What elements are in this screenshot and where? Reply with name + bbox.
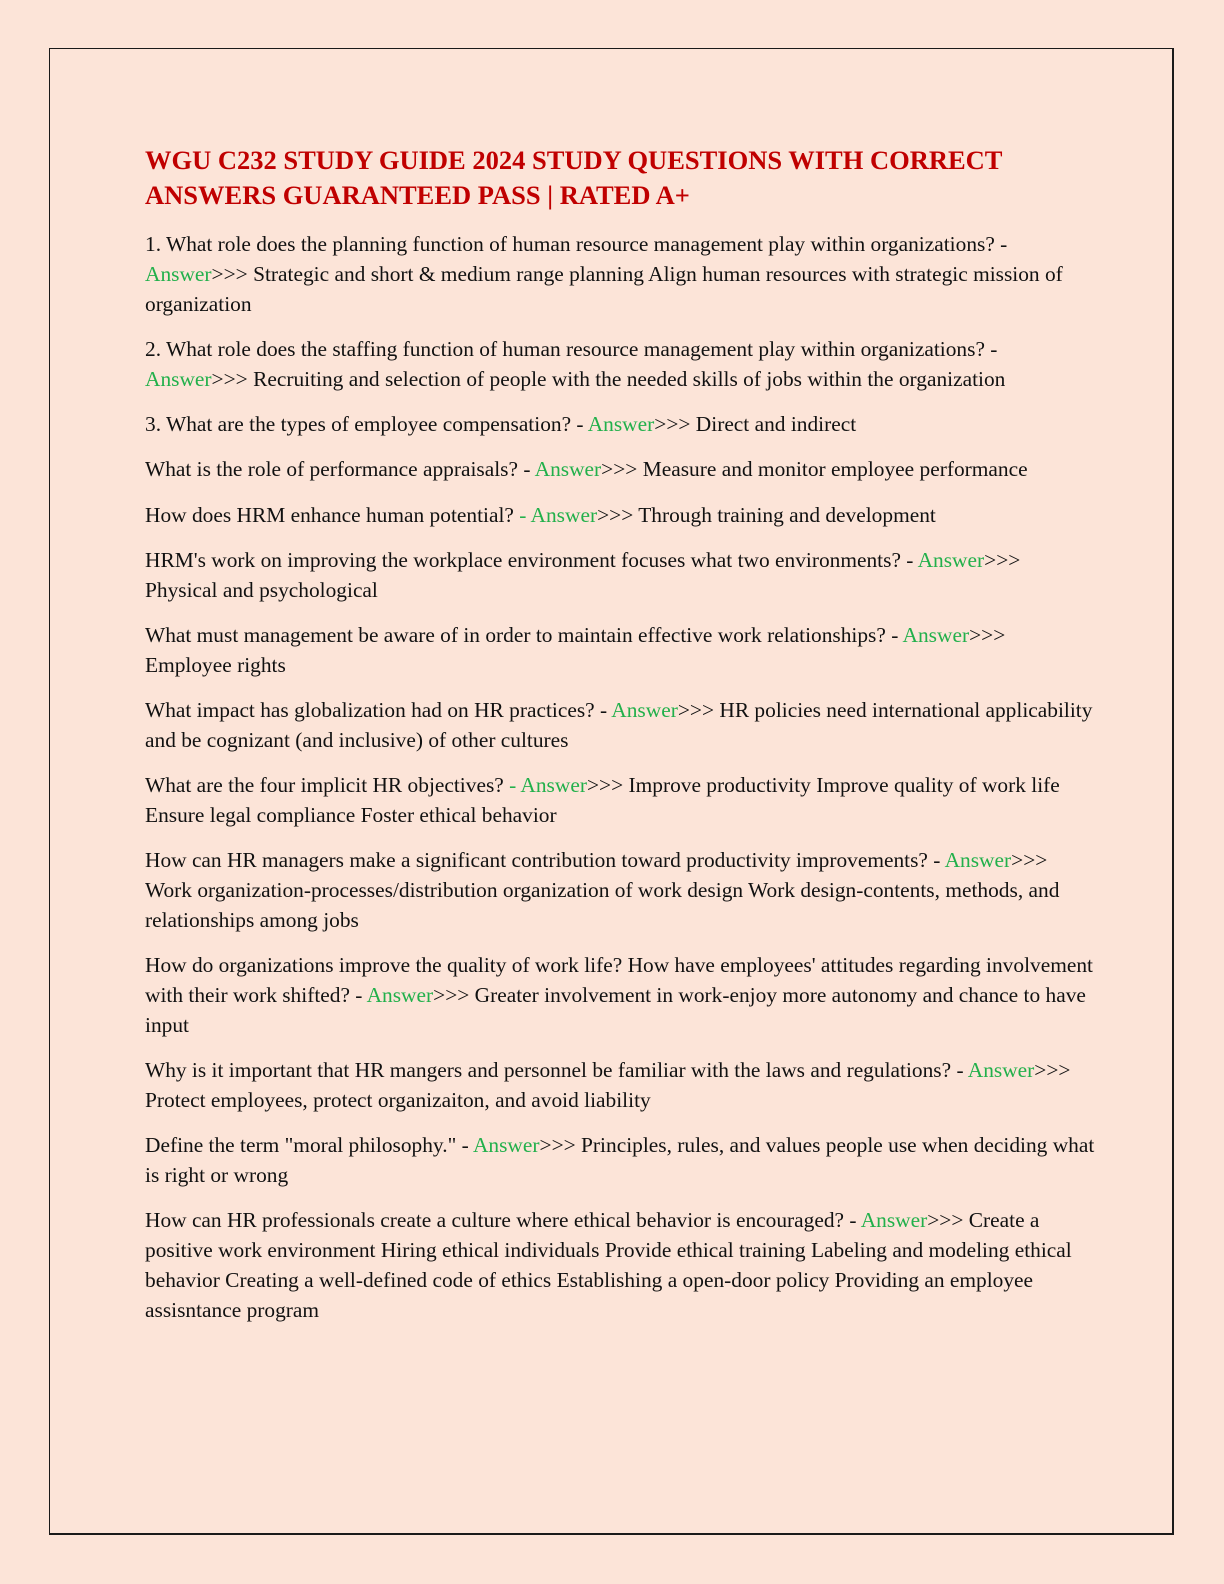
question-text: What impact has globalization had on HR practices? - [145, 698, 612, 723]
qa-item [145, 546, 1095, 606]
answer-label: Answer [967, 1058, 1035, 1083]
qa-item [145, 846, 1095, 935]
question-text: How does HRM enhance human potential? [145, 502, 520, 527]
answer-text: >>> Protect employees, protect organizaiton, and avoid liability [145, 1058, 1071, 1112]
answer-label: Answer [611, 698, 678, 723]
qa-item [145, 410, 1095, 440]
answer-label: Answer [587, 411, 655, 436]
qa-item [145, 696, 1095, 756]
answer-text: >>> Improve productivity Improve quality of work life Ensure legal compliance Foster ethical behavior [145, 773, 1060, 827]
question-text: How can HR managers make a significant contribution toward productivity improvements? - [145, 848, 945, 873]
answer-label: Answer [366, 982, 434, 1007]
answer-text: >>> Physical and psychological [145, 547, 1021, 602]
answer-text: >>> Principles, rules, and values people use when deciding what is right or wrong [145, 1133, 1095, 1187]
answer-text: >>> Create a positive work environment Hiring ethical individuals Provide ethical training Labeling and modeling ethical behavior Creating a well-defined code of ethics Establishing a open-door policy Providing an employee assisntance program [145, 1208, 1072, 1322]
question-text: 1. What role does the planning function of human resource management play within organizations? - [145, 232, 1008, 256]
question-text: 2. What role does the staffing function of human resource management play within organizations? - [145, 336, 998, 361]
question-text: Why is it important that HR mangers and personnel be familiar with the laws and regulations? - [145, 1058, 968, 1083]
qa-item [145, 501, 1095, 531]
qa-item [145, 1131, 1095, 1191]
answer-label: Answer [145, 366, 212, 391]
question-text: Define the term "moral philosophy." - [145, 1133, 473, 1158]
answer-text: >>> Strategic and short & medium range planning Align human resources with strategic mission of organization [145, 261, 1063, 316]
qa-item [145, 1206, 1095, 1325]
question-text: How can HR professionals create a culture where ethical behavior is encouraged? - [145, 1208, 861, 1233]
answer-text: >>> Work organization-processes/distribution organization of work design Work design-contents, methods, and relationships among jobs [145, 848, 1060, 932]
answer-text: >>> Recruiting and selection of people with the needed skills of jobs within the organization [211, 366, 1006, 391]
qa-item [145, 230, 1095, 319]
answer-label: - Answer [509, 773, 587, 798]
question-text: What are the four implicit HR objectives? [145, 773, 510, 798]
answer-label: Answer [944, 848, 1012, 873]
question-text: How do organizations improve the quality of work life? How have employees' attitudes regarding involvement with their work shifted? - [145, 953, 1093, 1007]
question-text: HRM's work on improving the workplace environment focuses what two environments? - [145, 547, 918, 572]
answer-text: >>> Measure and monitor employee performance [601, 457, 1028, 482]
answer-label: Answer [472, 1133, 540, 1158]
answer-label: Answer [534, 457, 602, 482]
question-text: What must management be aware of in order to maintain effective work relationships? - [145, 622, 903, 647]
question-text: 3. What are the types of employee compensation? - [145, 411, 588, 436]
qa-item [145, 951, 1095, 1040]
answer-text: >>> Direct and indirect [654, 411, 857, 436]
qa-item [145, 335, 1095, 395]
qa-item [145, 621, 1095, 681]
answer-text: >>> Greater involvement in work-enjoy more autonomy and chance to have input [145, 982, 1086, 1037]
answer-text: >>> Through training and development [597, 502, 936, 527]
answer-label: - Answer [519, 502, 598, 527]
qa-item [145, 455, 1095, 485]
answer-text: >>> HR policies need international applicability and be cognizant (and inclusive) of other cultures [145, 698, 1093, 752]
answer-label: Answer [145, 261, 212, 286]
answer-label: Answer [917, 547, 985, 572]
answer-text: >>> Employee rights [145, 622, 1006, 677]
question-text: What is the role of performance appraisals? - [145, 457, 535, 482]
document-title: WGU C232 STUDY GUIDE 2024 STUDY QUESTIONS WITH CORRECT ANSWERS GUARANTEED PASS | RATED A+ [145, 145, 1002, 210]
qa-item [145, 771, 1095, 831]
qa-item [145, 1056, 1095, 1116]
answer-label: Answer [860, 1208, 928, 1233]
document-body [145, 143, 1095, 1341]
answer-label: Answer [902, 622, 970, 647]
